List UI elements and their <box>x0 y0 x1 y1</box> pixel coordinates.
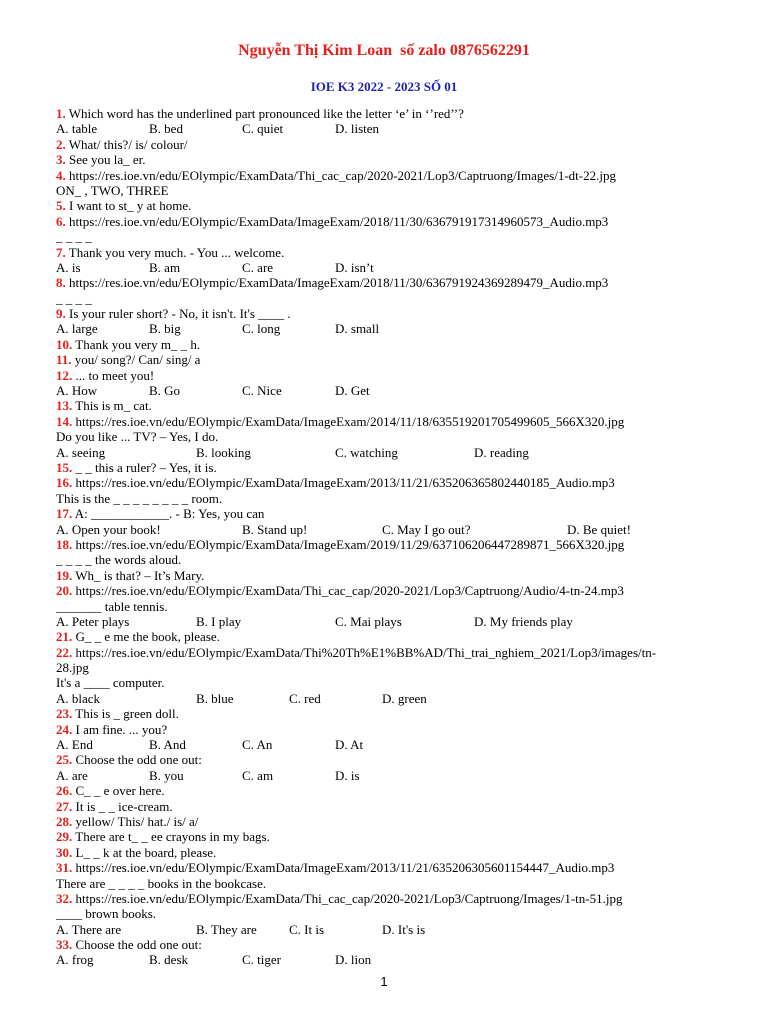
question-number: 28. <box>56 813 73 829</box>
worksheet-title: IOE K3 2022 - 2023 SỐ 01 <box>310 79 458 94</box>
question-text: _ _ _ _ the words aloud. <box>56 552 182 568</box>
question-text: https://res.ioe.vn/edu/EOlympic/ExamData/Thi%20Th%E1%BB%AD/Thi_trai_nghiem_2021/Lop3/images/tn- <box>72 644 657 660</box>
answer-option: B. bed <box>149 121 183 137</box>
question-line <box>56 752 746 767</box>
question-continuation <box>56 599 746 614</box>
question-line <box>56 152 746 167</box>
question-text: Thank you very much. - You ... welcome. <box>65 244 285 260</box>
question-text: Thank you very m_ _ h. <box>72 336 201 352</box>
question-number: 29. <box>56 829 73 845</box>
answer-options <box>56 768 746 783</box>
answer-option: C. tiger <box>242 952 281 968</box>
question-text: Choose the odd one out: <box>72 752 202 768</box>
question-line <box>56 629 746 644</box>
answer-option: C. quiet <box>242 121 284 137</box>
question-number: 18. <box>56 536 73 552</box>
question-number: 5. <box>56 198 66 214</box>
question-line <box>56 368 746 383</box>
answer-options <box>56 522 746 537</box>
question-text: G_ _ e me the book, please. <box>72 629 220 645</box>
question-continuation <box>56 291 746 306</box>
answer-option: C. are <box>242 259 274 275</box>
question-number: 13. <box>56 398 73 414</box>
answer-option: A. End <box>56 737 93 753</box>
question-number: 17. <box>56 506 73 522</box>
question-text: https://res.ioe.vn/edu/EOlympic/ExamData/ImageExam/2013/11/21/635206365802440185_Audio.mp3 <box>72 475 615 491</box>
question-text: This is the _ _ _ _ _ _ _ _ room. <box>56 490 223 506</box>
question-number: 6. <box>56 213 66 229</box>
question-number: 32. <box>56 890 73 906</box>
question-text: There are t_ _ ee crayons in my bags. <box>72 829 270 845</box>
answer-option: A. Open your book! <box>56 521 161 537</box>
question-number: 12. <box>56 367 73 383</box>
question-text: 28.jpg <box>56 660 89 676</box>
answer-options <box>56 121 746 136</box>
question-number: 2. <box>56 136 66 152</box>
question-text: _ _ _ _ <box>56 290 92 306</box>
question-text: https://res.ioe.vn/edu/EOlympic/ExamData/ImageExam/2018/11/30/636791924369289479_Audio.mp3 <box>65 275 609 291</box>
question-line <box>56 168 746 183</box>
question-text: https://res.ioe.vn/edu/EOlympic/ExamData/Thi_cac_cap/2020-2021/Lop3/Captruong/Images/1-tn-51.jpg <box>72 890 623 906</box>
question-number: 16. <box>56 475 73 491</box>
question-line <box>56 106 746 121</box>
answer-option: A. table <box>56 121 98 137</box>
answer-option: D. It's is <box>382 921 426 937</box>
question-line <box>56 337 746 352</box>
answer-option: D. lion <box>335 952 372 968</box>
answer-option: D. green <box>382 690 427 706</box>
question-line <box>56 214 746 229</box>
question-text: yellow/ This/ hat./ is/ a/ <box>72 813 199 829</box>
answer-option: C. long <box>242 321 281 337</box>
question-line <box>56 814 746 829</box>
question-number: 27. <box>56 798 73 814</box>
question-text: _______ table tennis. <box>56 598 168 614</box>
question-line <box>56 306 746 321</box>
question-number: 15. <box>56 459 73 475</box>
question-line <box>56 891 746 906</box>
question-line <box>56 245 746 260</box>
question-text: _ _ this a ruler? – Yes, it is. <box>72 459 217 475</box>
answer-option: B. I play <box>196 613 242 629</box>
question-line <box>56 506 746 521</box>
question-number: 24. <box>56 721 73 737</box>
question-text: https://res.ioe.vn/edu/EOlympic/ExamData/ImageExam/2014/11/18/635519201705499605_566X320.jpg <box>72 413 625 429</box>
question-number: 11. <box>56 352 72 368</box>
question-line <box>56 352 746 367</box>
question-text: See you la_ er. <box>65 152 146 168</box>
answer-options <box>56 260 746 275</box>
question-text: https://res.ioe.vn/edu/EOlympic/ExamData/Thi_cac_cap/2020-2021/Lop3/Captruong/Images/1-dt-22.jpg <box>65 167 616 183</box>
question-text: This is m_ cat. <box>72 398 152 414</box>
question-text: L_ _ k at the board, please. <box>72 844 217 860</box>
answer-option: C. An <box>242 737 273 753</box>
question-number: 26. <box>56 783 73 799</box>
question-line <box>56 706 746 721</box>
question-number: 14. <box>56 413 73 429</box>
answer-options <box>56 922 746 937</box>
question-number: 23. <box>56 706 73 722</box>
question-number: 1. <box>56 106 66 121</box>
question-text: ... to meet you! <box>72 367 155 383</box>
answer-option: C. watching <box>335 444 398 460</box>
page-number: 1 <box>380 974 388 989</box>
answer-option: A. seeing <box>56 444 106 460</box>
question-text: It is _ _ ice-cream. <box>72 798 173 814</box>
answer-option: D. Get <box>335 383 370 399</box>
question-line <box>56 475 746 490</box>
question-line <box>56 583 746 598</box>
answer-option: C. It is <box>289 921 325 937</box>
answer-option: B. desk <box>149 952 188 968</box>
question-text: Do you like ... TV? – Yes, I do. <box>56 429 219 445</box>
question-continuation <box>56 906 746 921</box>
answer-options <box>56 445 746 460</box>
answer-option: A. are <box>56 767 88 783</box>
question-number: 25. <box>56 752 73 768</box>
answer-option: B. Stand up! <box>242 521 308 537</box>
question-text: Choose the odd one out: <box>72 937 202 953</box>
question-text: _ _ _ _ <box>56 229 92 245</box>
question-text: It's a ____ computer. <box>56 675 165 691</box>
answer-option: B. you <box>149 767 184 783</box>
answer-options <box>56 614 746 629</box>
answer-option: B. blue <box>196 690 234 706</box>
answer-options <box>56 383 746 398</box>
question-line <box>56 783 746 798</box>
question-line <box>56 722 746 737</box>
answer-option: C. am <box>242 767 274 783</box>
question-continuation <box>56 183 746 198</box>
question-continuation <box>56 660 746 675</box>
question-number: 7. <box>56 244 66 260</box>
question-continuation <box>56 429 746 444</box>
question-text: C_ _ e over here. <box>72 783 165 799</box>
question-line <box>56 137 746 152</box>
question-number: 8. <box>56 275 66 291</box>
answer-option: A. frog <box>56 952 94 968</box>
answer-option: D. Be quiet! <box>567 521 631 537</box>
question-line <box>56 414 746 429</box>
answer-option: A. How <box>56 383 98 399</box>
answer-option: C. Nice <box>242 383 282 399</box>
question-text: There are _ _ _ _ books in the bookcase. <box>56 875 267 891</box>
answer-option: A. Peter plays <box>56 613 130 629</box>
question-text: This is _ green doll. <box>72 706 179 722</box>
question-text: ON_ , TWO, THREE <box>56 182 169 198</box>
question-number: 4. <box>56 167 66 183</box>
answer-option: D. isn’t <box>335 259 374 275</box>
answer-option: B. big <box>149 321 181 337</box>
answer-options <box>56 737 746 752</box>
question-number: 3. <box>56 152 66 168</box>
question-number: 19. <box>56 567 73 583</box>
answer-option: C. red <box>289 690 321 706</box>
question-line <box>56 275 746 290</box>
answer-option: D. At <box>335 737 364 753</box>
answer-option: B. am <box>149 259 181 275</box>
question-list <box>56 106 746 968</box>
answer-option: A. is <box>56 259 81 275</box>
question-line <box>56 398 746 413</box>
answer-option: A. black <box>56 690 101 706</box>
question-text: I want to st_ y at home. <box>65 198 192 214</box>
author-line: Nguyễn Thị Kim Loan số zalo 0876562291 <box>238 42 530 59</box>
question-continuation <box>56 229 746 244</box>
question-line <box>56 860 746 875</box>
question-text: https://res.ioe.vn/edu/EOlympic/ExamData/ImageExam/2013/11/21/635206305601154447_Audio.mp3 <box>72 860 615 876</box>
answer-option: B. They are <box>196 921 257 937</box>
answer-options <box>56 321 746 336</box>
question-text: What/ this?/ is/ colour/ <box>65 136 188 152</box>
question-text: ____ brown books. <box>56 906 157 922</box>
answer-option: D. small <box>335 321 380 337</box>
question-number: 22. <box>56 644 73 660</box>
question-text: you/ song?/ Can/ sing/ a <box>71 352 201 368</box>
question-text: Is your ruler short? - No, it isn't. It's ____ . <box>65 306 291 322</box>
answer-option: D. reading <box>474 444 529 460</box>
question-line <box>56 568 746 583</box>
answer-options <box>56 952 746 967</box>
answer-option: C. Mai plays <box>335 613 402 629</box>
question-text: Wh_ is that? – It’s Mary. <box>72 567 205 583</box>
question-number: 31. <box>56 860 73 876</box>
question-number: 21. <box>56 629 73 645</box>
answer-option: D. is <box>335 767 360 783</box>
answer-option: D. My friends play <box>474 613 573 629</box>
answer-option: B. And <box>149 737 186 753</box>
question-line <box>56 937 746 952</box>
question-number: 20. <box>56 583 73 599</box>
answer-option: D. listen <box>335 121 380 137</box>
question-continuation <box>56 876 746 891</box>
question-line <box>56 799 746 814</box>
question-text: https://res.ioe.vn/edu/EOlympic/ExamData/Thi_cac_cap/2020-2021/Lop3/Captruong/Audio/4-tn-24.mp3 <box>72 583 624 599</box>
question-line <box>56 829 746 844</box>
question-text: Which word has the underlined part pronounced like the letter ‘e’ in ‘’red’’? <box>65 106 464 121</box>
question-continuation <box>56 491 746 506</box>
question-text: A: ____________. - B: Yes, you can <box>72 506 265 522</box>
question-line <box>56 460 746 475</box>
question-line <box>56 537 746 552</box>
question-number: 33. <box>56 937 73 953</box>
question-line <box>56 645 746 660</box>
question-continuation <box>56 552 746 567</box>
answer-option: C. May I go out? <box>382 521 471 537</box>
answer-option: A. There are <box>56 921 122 937</box>
question-text: I am fine. ... you? <box>72 721 168 737</box>
answer-option: A. large <box>56 321 98 337</box>
question-number: 10. <box>56 336 73 352</box>
answer-option: B. Go <box>149 383 181 399</box>
question-line <box>56 198 746 213</box>
answer-options <box>56 691 746 706</box>
question-number: 9. <box>56 306 66 322</box>
answer-option: B. looking <box>196 444 251 460</box>
question-continuation <box>56 675 746 690</box>
question-text: https://res.ioe.vn/edu/EOlympic/ExamData/ImageExam/2019/11/29/637106206447289871_566X320.jpg <box>72 536 625 552</box>
question-text: https://res.ioe.vn/edu/EOlympic/ExamData/ImageExam/2018/11/30/636791917314960573_Audio.mp3 <box>65 213 609 229</box>
question-number: 30. <box>56 844 73 860</box>
question-line <box>56 845 746 860</box>
